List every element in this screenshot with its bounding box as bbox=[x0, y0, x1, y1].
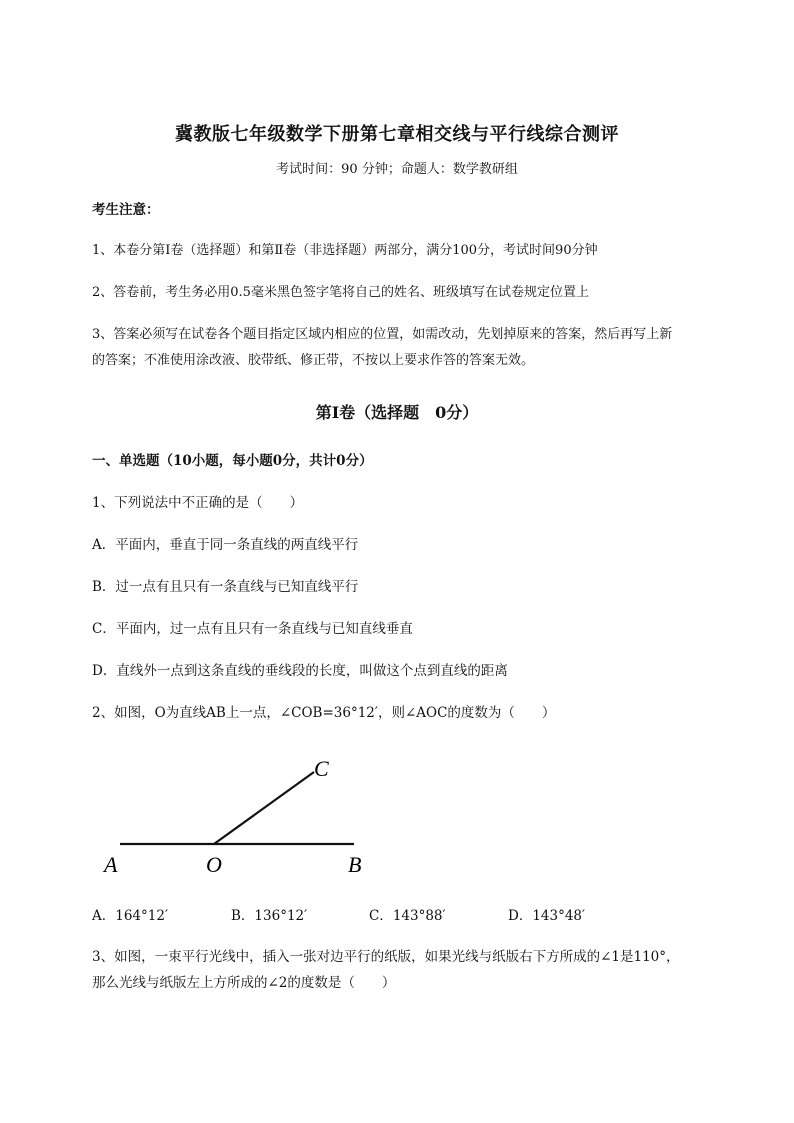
note-item: 2、答卷前，考生务必用0.5毫米黑色签字笔将自己的姓名、班级填写在试卷规定位置上 bbox=[92, 285, 589, 300]
label-o: O bbox=[206, 852, 222, 877]
question-stem: 2、如图，O为直线AB上一点，∠COB=36°12′，则∠AOC的度数为（ ） bbox=[92, 705, 556, 721]
notes-heading: 考生注意： bbox=[92, 202, 160, 218]
note-item: 的答案；不准使用涂改液、胶带纸、修正带，不按以上要求作答的答案无效。 bbox=[92, 353, 535, 368]
question-stem-continued: 那么光线与纸版左上方所成的∠2的度数是（ ） bbox=[92, 975, 396, 991]
document-title: 冀教版七年级数学下册第七章相交线与平行线综合测评 bbox=[175, 124, 619, 145]
label-b: B bbox=[348, 852, 362, 877]
ray-oc bbox=[214, 772, 314, 844]
label-a: A bbox=[104, 852, 118, 877]
option-c: C．平面内，过一点有且只有一条直线与已知直线垂直 bbox=[92, 621, 413, 637]
option-a: A．平面内，垂直于同一条直线的两直线平行 bbox=[92, 537, 359, 553]
note-item: 3、答案必须写在试卷各个题目指定区域内相应的位置，如需改动，先划掉原来的答案，然后再写上新 bbox=[92, 327, 673, 342]
option-d: D．143°48′ bbox=[508, 908, 586, 924]
section-heading: 一、单选题（10小题，每小题0分，共计0分） bbox=[92, 453, 373, 469]
option-b: B．过一点有且只有一条直线与已知直线平行 bbox=[92, 579, 359, 595]
option-a: A．164°12′ bbox=[92, 908, 169, 924]
question-stem: 3、如图，一束平行光线中，插入一张对边平行的纸版，如果光线与纸版右下方所成的∠1是110°， bbox=[92, 949, 680, 965]
option-b: B．136°12′ bbox=[231, 908, 308, 924]
label-c: C bbox=[314, 756, 329, 781]
question-stem: 1、下列说法中不正确的是（ ） bbox=[92, 495, 304, 511]
note-item: 1、本卷分第I卷（选择题）和第Ⅱ卷（非选择题）两部分，满分100分，考试时间90分钟 bbox=[92, 243, 598, 258]
part-title: 第I卷（选择题 0分） bbox=[315, 403, 479, 422]
document-subtitle: 考试时间：90 分钟；命题人：数学教研组 bbox=[276, 162, 518, 177]
angle-figure bbox=[92, 748, 392, 888]
option-d: D．直线外一点到这条直线的垂线段的长度，叫做这个点到直线的距离 bbox=[92, 663, 508, 679]
option-c: C．143°88′ bbox=[369, 908, 446, 924]
